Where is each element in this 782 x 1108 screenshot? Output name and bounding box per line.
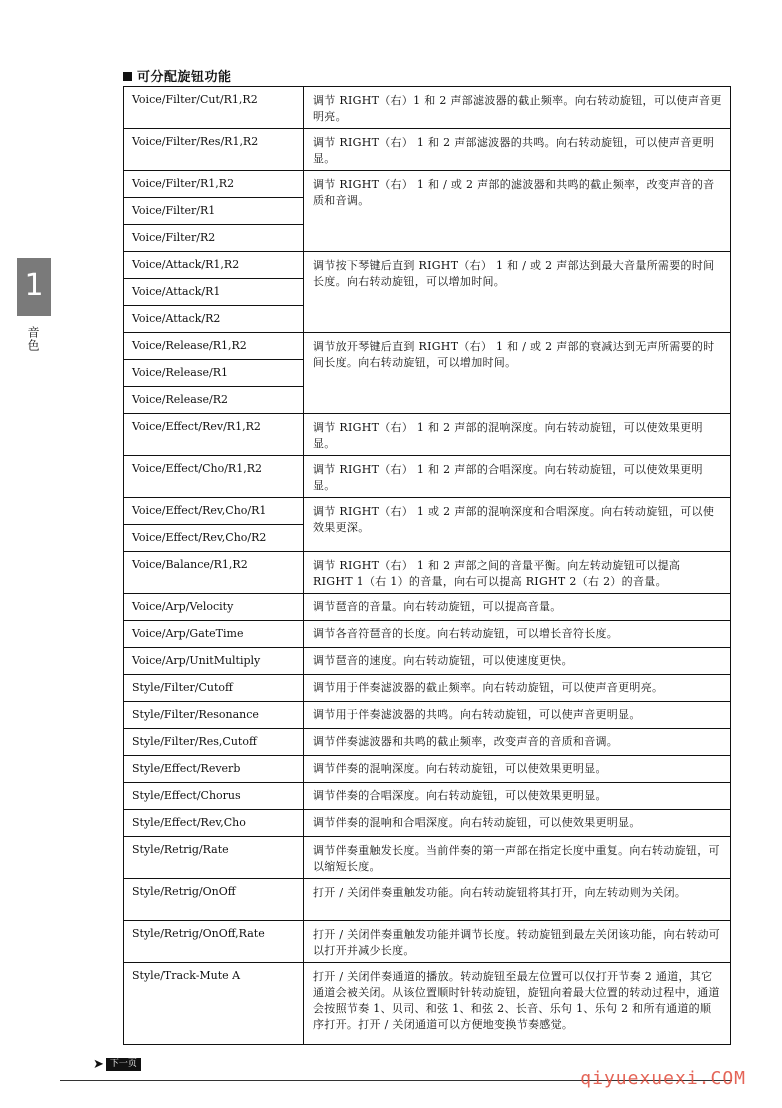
function-description: 打开 / 关闭伴奏重触发功能。向右转动旋钮将其打开，向左转动则为关闭。: [304, 879, 731, 921]
function-description: 调节 RIGHT（右） 1 和 2 声部的混响深度。向右转动旋钮，可以使效果更明显。: [304, 414, 731, 456]
function-name: Voice/Attack/R2: [124, 306, 304, 333]
function-name: Style/Filter/Resonance: [124, 702, 304, 729]
function-name: Voice/Filter/Cut/R1,R2: [124, 87, 304, 129]
table-row: [124, 414, 731, 456]
table-row: [124, 729, 731, 756]
function-name: Voice/Balance/R1,R2: [124, 552, 304, 594]
table-row: [124, 621, 731, 648]
function-name: Style/Effect/Rev,Cho: [124, 810, 304, 837]
table-row: [124, 594, 731, 621]
section-title-text: 可分配旋钮功能: [137, 70, 232, 85]
table-row: [124, 87, 731, 129]
function-name: Style/Retrig/Rate: [124, 837, 304, 879]
function-name: Voice/Release/R1: [124, 360, 304, 387]
chapter-tab: 1: [17, 258, 51, 316]
function-description: 调节琶音的速度。向右转动旋钮，可以使速度更快。: [304, 648, 731, 675]
function-name: Voice/Arp/Velocity: [124, 594, 304, 621]
next-page-label: 下一页: [106, 1058, 141, 1071]
function-name: Style/Retrig/OnOff: [124, 879, 304, 921]
function-description: 调节 RIGHT（右）1 和 2 声部滤波器的截止频率。向右转动旋钮，可以使声音更明亮。: [304, 87, 731, 129]
section-title: [123, 66, 232, 85]
table-row: [124, 675, 731, 702]
function-description: 调节 RIGHT（右） 1 或 2 声部的混响深度和合唱深度。向右转动旋钮，可以使效果更深。: [304, 498, 731, 552]
function-description: 调节琶音的音量。向右转动旋钮，可以提高音量。: [304, 594, 731, 621]
function-description: 调节放开琴键后直到 RIGHT（右） 1 和 / 或 2 声部的衰减达到无声所需要的时间长度。向右转动旋钮，可以增加时间。: [304, 333, 731, 414]
table-row: [124, 333, 731, 360]
function-name: Voice/Effect/Rev,Cho/R2: [124, 525, 304, 552]
table-row: [124, 456, 731, 498]
function-description: 调节 RIGHT（右） 1 和 2 声部之间的音量平衡。向左转动旋钮可以提高 RIGHT 1（右 1）的音量，向右可以提高 RIGHT 2（右 2）的音量。: [304, 552, 731, 594]
function-name: Style/Track-Mute A: [124, 963, 304, 1045]
square-bullet-icon: [123, 72, 132, 81]
table-row: [124, 129, 731, 171]
function-description: 调节伴奏滤波器和共鸣的截止频率，改变声音的音质和音调。: [304, 729, 731, 756]
function-name: Voice/Filter/R2: [124, 225, 304, 252]
function-description: 调节伴奏的合唱深度。向右转动旋钮，可以使效果更明显。: [304, 783, 731, 810]
table-row: [124, 648, 731, 675]
function-description: 调节伴奏重触发长度。当前伴奏的第一声部在指定长度中重复。向右转动旋钮，可以缩短长度。: [304, 837, 731, 879]
function-name: Voice/Effect/Cho/R1,R2: [124, 456, 304, 498]
table-row: [124, 702, 731, 729]
function-name: Style/Effect/Chorus: [124, 783, 304, 810]
function-name: Voice/Filter/R1: [124, 198, 304, 225]
table-row: [124, 756, 731, 783]
function-name: Style/Filter/Cutoff: [124, 675, 304, 702]
table-row: [124, 552, 731, 594]
function-name: Voice/Attack/R1,R2: [124, 252, 304, 279]
table-row: [124, 879, 731, 921]
table-row: [124, 498, 731, 525]
table-row: [124, 837, 731, 879]
function-description: 调节 RIGHT（右） 1 和 / 或 2 声部的滤波器和共鸣的截止频率，改变声音的音质和音调。: [304, 171, 731, 252]
table-row: [124, 252, 731, 279]
table-row: [124, 783, 731, 810]
table-row: [124, 963, 731, 1045]
table-row: [124, 921, 731, 963]
next-page-indicator: [93, 1057, 141, 1071]
function-name: Voice/Release/R2: [124, 387, 304, 414]
table-row: [124, 810, 731, 837]
function-description: 调节用于伴奏滤波器的截止频率。向右转动旋钮，可以使声音更明亮。: [304, 675, 731, 702]
table-row: [124, 171, 731, 198]
function-description: 调节伴奏的混响和合唱深度。向右转动旋钮，可以使效果更明显。: [304, 810, 731, 837]
chapter-label: 音色: [26, 326, 40, 352]
function-name: Voice/Attack/R1: [124, 279, 304, 306]
function-description: 调节按下琴键后直到 RIGHT（右） 1 和 / 或 2 声部达到最大音量所需要的时间长度。向右转动旋钮，可以增加时间。: [304, 252, 731, 333]
function-name: Voice/Effect/Rev/R1,R2: [124, 414, 304, 456]
double-arrow-icon: ➤: [93, 1056, 104, 1072]
watermark: qiyuexuexi.COM: [580, 1068, 746, 1089]
function-description: 调节伴奏的混响深度。向右转动旋钮，可以使效果更明显。: [304, 756, 731, 783]
function-name: Style/Filter/Res,Cutoff: [124, 729, 304, 756]
function-name: Voice/Arp/UnitMultiply: [124, 648, 304, 675]
function-name: Voice/Filter/R1,R2: [124, 171, 304, 198]
knob-function-table: [123, 86, 731, 1045]
function-description: 调节 RIGHT（右） 1 和 2 声部滤波器的共鸣。向右转动旋钮，可以使声音更明显。: [304, 129, 731, 171]
function-name: Style/Retrig/OnOff,Rate: [124, 921, 304, 963]
function-name: Voice/Release/R1,R2: [124, 333, 304, 360]
function-name: Voice/Filter/Res/R1,R2: [124, 129, 304, 171]
function-description: 调节用于伴奏滤波器的共鸣。向右转动旋钮，可以使声音更明显。: [304, 702, 731, 729]
function-name: Voice/Arp/GateTime: [124, 621, 304, 648]
function-description: 调节各音符琶音的长度。向右转动旋钮，可以增长音符长度。: [304, 621, 731, 648]
function-description: 打开 / 关闭伴奏通道的播放。转动旋钮至最左位置可以仅打开节奏 2 通道，其它通道会被关闭。从该位置顺时针转动旋钮，旋钮向着最大位置的转动过程中，通道会按照节奏 1、贝司、和弦 1、和弦 2、长音、乐句 1、乐句 2 和所有通道的顺序打开。打开 / 关闭通道可以方便地变换节奏感觉。: [304, 963, 731, 1045]
function-description: 调节 RIGHT（右） 1 和 2 声部的合唱深度。向右转动旋钮，可以使效果更明显。: [304, 456, 731, 498]
function-description: 打开 / 关闭伴奏重触发功能并调节长度。转动旋钮到最左关闭该功能，向右转动可以打开并减少长度。: [304, 921, 731, 963]
function-name: Style/Effect/Reverb: [124, 756, 304, 783]
function-name: Voice/Effect/Rev,Cho/R1: [124, 498, 304, 525]
